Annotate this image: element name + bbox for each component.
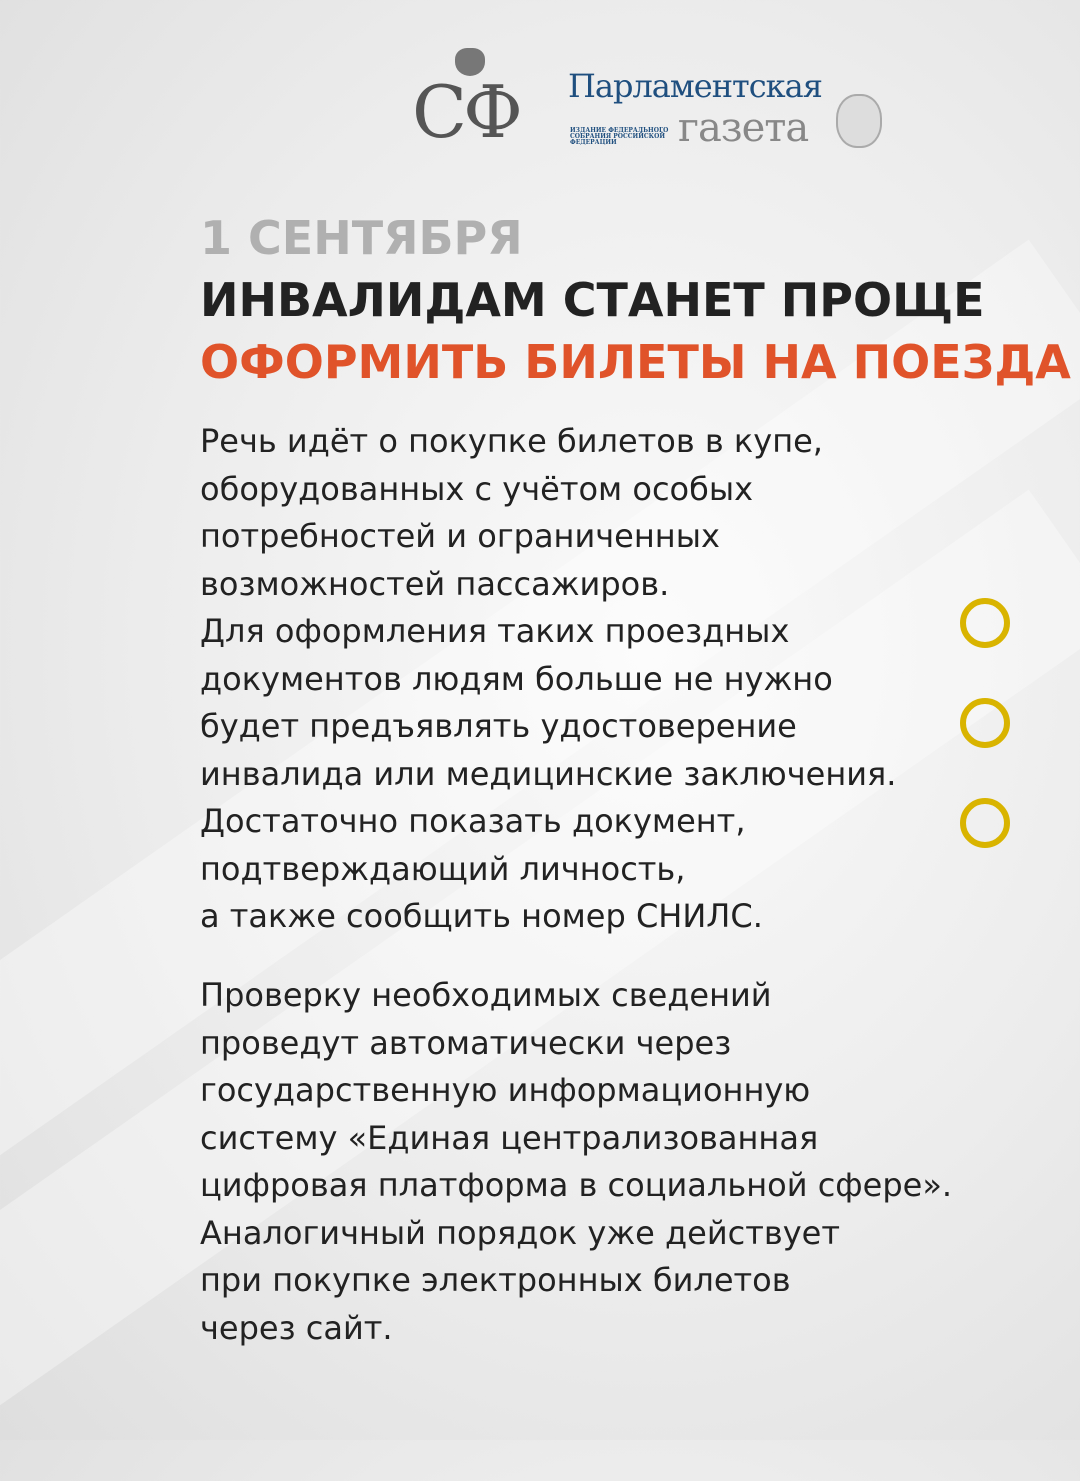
headline-date: 1 СЕНТЯБРЯ — [200, 211, 523, 265]
pg-logo-top: Парламентская — [568, 67, 822, 105]
pg-logo-subtitle: ИЗДАНИЕ ФЕДЕРАЛЬНОГО СОБРАНИЯ РОССИЙСКОЙ ФЕДЕРАЦИИ — [570, 127, 669, 146]
decor-circle — [960, 798, 1010, 848]
body-paragraph-2: Проверку необходимых сведений проведут автоматически через государственную информационную систему «Единая централизованная цифровая платформа в социальной сфере». Аналогичный порядок уже действует при покупке электронных билетов через сайт. — [200, 976, 953, 1347]
emblem-icon — [836, 94, 882, 148]
headline-line1: ИНВАЛИДАМ СТАНЕТ ПРОЩЕ — [200, 273, 985, 327]
decor-circle — [960, 698, 1010, 748]
decor-circle — [960, 598, 1010, 648]
headline-line2: ОФОРМИТЬ БИЛЕТЫ НА ПОЕЗДА — [200, 335, 1071, 389]
sf-logo: СФ — [412, 70, 519, 154]
body-paragraph-1: Речь идёт о покупке билетов в купе, оборудованных с учётом особых потребностей и ограниченных возможностей пассажиров. Для оформления таких проездных документов людям больше не нужно будет предъявлять удостоверение инвалида или медицинские заключения. Достаточно показать документ, подтверждающий личность, а также сообщить номер СНИЛС. — [200, 422, 897, 935]
pg-logo-bottom: газета — [678, 105, 809, 151]
